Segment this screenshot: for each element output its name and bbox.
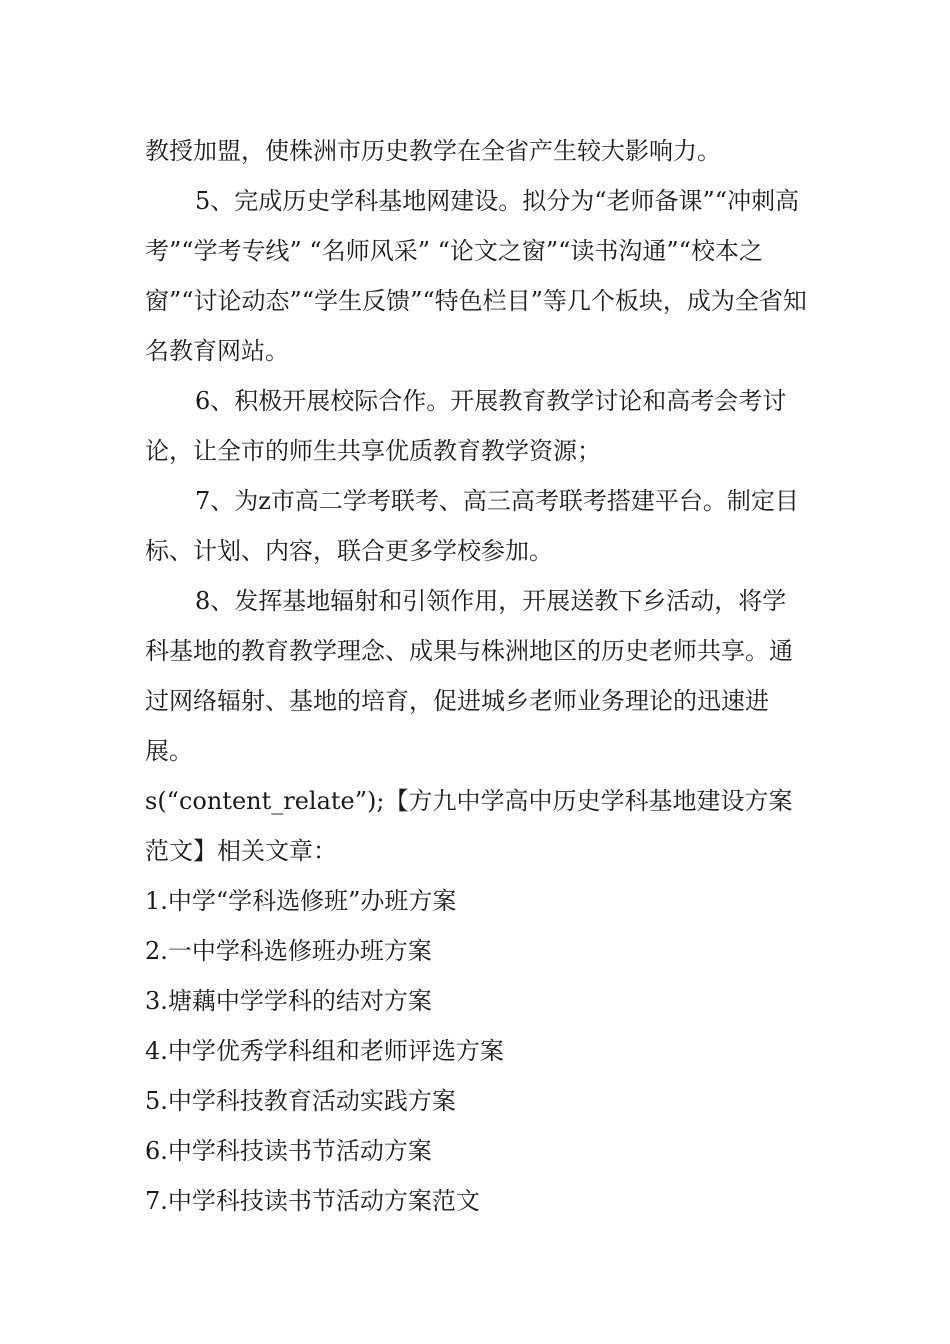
related-article-link[interactable]: 3.塘藕中学学科的结对方案 bbox=[145, 987, 432, 1015]
paragraph-item-6: 6、积极开展校际合作。开展教育教学讨论和高考会考讨论，让全市的师生共享优质教育教学资源； bbox=[145, 387, 787, 465]
related-article-link[interactable]: 1.中学“学科选修班”办班方案 bbox=[145, 887, 457, 915]
paragraph-item-7: 7、为z市高二学考联考、高三高考联考搭建平台。制定目标、计划、内容，联合更多学校参加。 bbox=[145, 487, 799, 565]
document-body bbox=[145, 126, 810, 1226]
related-articles-intro: s(“content_relate”);【方九中学高中历史学科基地建设方案范文】相关文章： bbox=[145, 787, 793, 865]
related-articles-list bbox=[145, 876, 810, 1226]
related-article-link[interactable]: 4.中学优秀学科组和老师评选方案 bbox=[145, 1037, 504, 1065]
related-article-link[interactable]: 2.一中学科选修班办班方案 bbox=[145, 937, 432, 965]
related-article-link[interactable]: 7.中学科技读书节活动方案范文 bbox=[145, 1187, 480, 1215]
paragraph-item-5: 5、完成历史学科基地网建设。拟分为“老师备课”“冲刺高考”“学考专线” “名师风采” “论文之窗”“读书沟通”“校本之窗”“讨论动态”“学生反馈”“特色栏目”等几个板块，成为全省知名教育网站。 bbox=[145, 187, 807, 365]
paragraph-item-8: 8、发挥基地辐射和引领作用，开展送教下乡活动，将学科基地的教育教学理念、成果与株洲地区的历史老师共享。通过网络辐射、基地的培育，促进城乡老师业务理论的迅速进展。 bbox=[145, 587, 793, 765]
related-article-link[interactable]: 6.中学科技读书节活动方案 bbox=[145, 1137, 432, 1165]
related-article-link[interactable]: 5.中学科技教育活动实践方案 bbox=[145, 1087, 456, 1115]
paragraph-continuation: 教授加盟，使株洲市历史教学在全省产生较大影响力。 bbox=[145, 137, 721, 165]
